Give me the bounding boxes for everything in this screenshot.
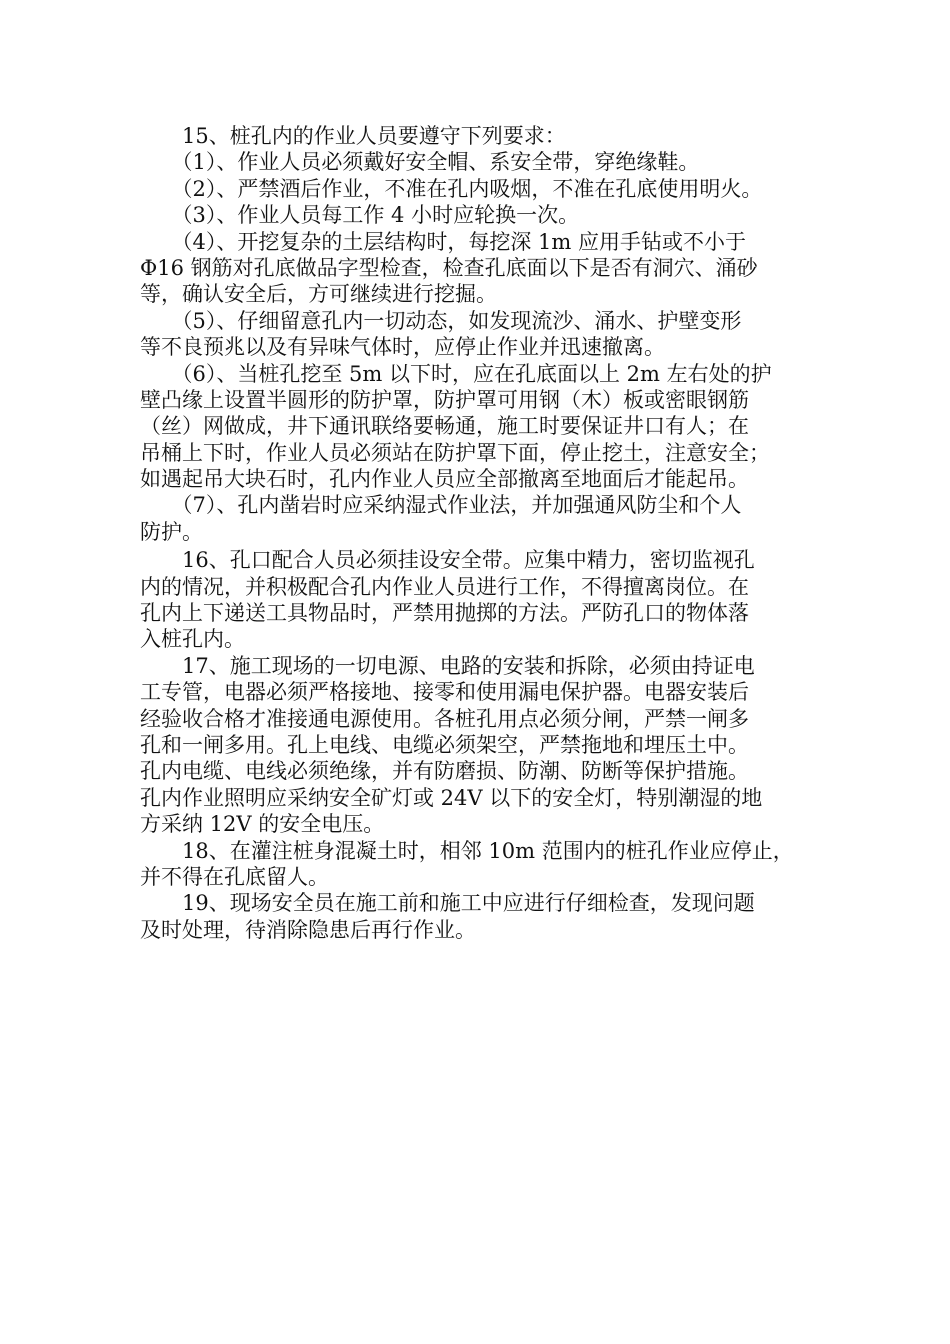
text-line: （4）、开挖复杂的土层结构时，每挖深 1m 应用手钻或不小于 bbox=[140, 229, 746, 254]
text-line: 等不良预兆以及有异味气体时，应停止作业并迅速撤离。 bbox=[140, 335, 665, 360]
text-line: （2）、严禁酒后作业，不准在孔内吸烟，不准在孔底使用明火。 bbox=[140, 176, 763, 201]
text-line: （丝）网做成，井下通讯联络要畅通，施工时要保证井口有人；在 bbox=[140, 414, 749, 439]
text-line: 16、孔口配合人员必须挂设安全带。应集中精力，密切监视孔 bbox=[140, 548, 755, 573]
text-line: 孔和一闸多用。孔上电线、电缆必须架空，严禁拖地和埋压土中。 bbox=[140, 732, 749, 757]
text-line: 内的情况，并积极配合孔内作业人员进行工作，不得擅离岗位。在 bbox=[140, 574, 749, 599]
text-line: 方采纳 12V 的安全电压。 bbox=[140, 812, 385, 837]
text-line: （5）、仔细留意孔内一切动态，如发现流沙、涌水、护壁变形 bbox=[140, 308, 742, 333]
text-line: （1）、作业人员必须戴好安全帽、系安全带，穿绝缘鞋。 bbox=[140, 150, 700, 175]
text-line: 入桩孔内。 bbox=[140, 627, 245, 652]
text-line: 15、桩孔内的作业人员要遵守下列要求： bbox=[140, 124, 566, 148]
text-line: 孔内上下递送工具物品时，严禁用抛掷的方法。严防孔口的物体落 bbox=[140, 601, 749, 626]
text-line: 并不得在孔底留人。 bbox=[140, 864, 329, 889]
text-line: 孔内电缆、电线必须绝缘，并有防磨损、防潮、防断等保护措施。 bbox=[140, 759, 749, 784]
text-line: Φ16 钢筋对孔底做品字型检查，检查孔底面以下是否有洞穴、涌砂 bbox=[140, 255, 758, 280]
text-line: （6）、当桩孔挖至 5m 以下时，应在孔底面以上 2m 左右处的护 bbox=[140, 361, 772, 386]
text-line: （7）、孔内凿岩时应采纳湿式作业法，并加强通风防尘和个人 bbox=[140, 493, 742, 518]
text-line: 18、在灌注桩身混凝土时，相邻 10m 范围内的桩孔作业应停止， bbox=[140, 838, 794, 863]
text-line: 防护。 bbox=[140, 519, 203, 544]
document-body bbox=[140, 123, 812, 943]
text-line: 壁凸缘上设置半圆形的防护罩，防护罩可用钢（木）板或密眼钢筋 bbox=[140, 387, 749, 412]
text-line: 等，确认安全后，方可继续进行挖掘。 bbox=[140, 282, 497, 307]
text-line: 孔内作业照明应采纳安全矿灯或 24V 以下的安全灯，特别潮湿的地 bbox=[140, 785, 763, 810]
text-line: 19、现场安全员在施工前和施工中应进行仔细检查，发现问题 bbox=[140, 891, 755, 916]
text-line: 17、施工现场的一切电源、电路的安装和拆除，必须由持证电 bbox=[140, 653, 755, 678]
text-line: 如遇起吊大块石时，孔内作业人员应全部撤离至地面后才能起吊。 bbox=[140, 467, 749, 492]
text-line: 及时处理，待消除隐患后再行作业。 bbox=[140, 917, 476, 942]
text-line: 经验收合格才准接通电源使用。各桩孔用点必须分闸，严禁一闸多 bbox=[140, 706, 749, 731]
text-line: 吊桶上下时，作业人员必须站在防护罩下面，停止挖土，注意安全； bbox=[140, 440, 770, 465]
text-line: （3）、作业人员每工作 4 小时应轮换一次。 bbox=[140, 203, 580, 228]
text-line: 工专管，电器必须严格接地、接零和使用漏电保护器。电器安装后 bbox=[140, 680, 749, 705]
